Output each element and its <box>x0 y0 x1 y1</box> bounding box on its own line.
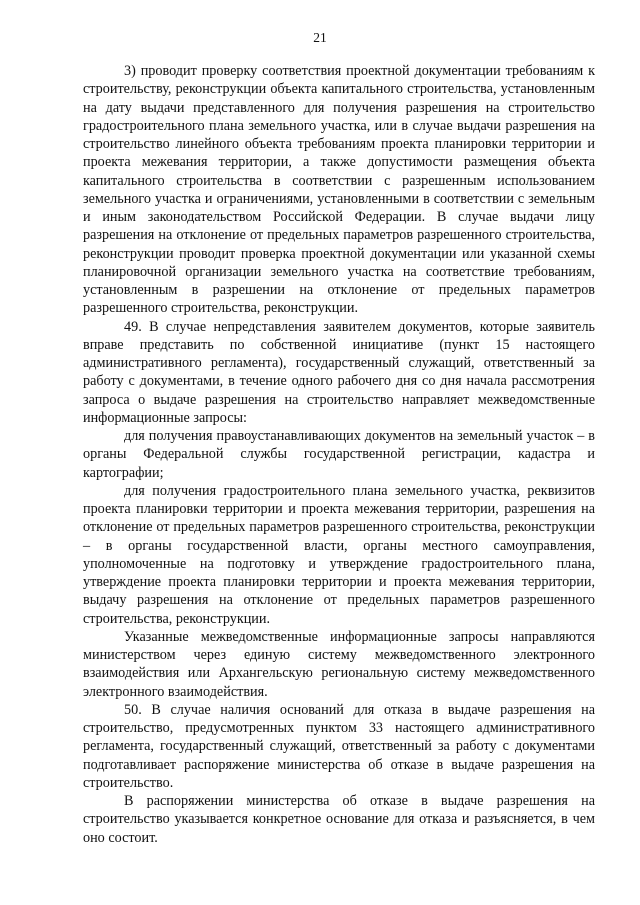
paragraph-land-title-request: для получения правоустанавливающих документов на земельный участок – в органы Федеральной службы государственной регистрации, кадастра и картографии; <box>83 428 595 481</box>
paragraph-49: 49. В случае непредставления заявителем документов, которые заявитель вправе представить по собственной инициативе (пункт 15 настоящего административного регламента), государственный служащий, ответственный за работу с документами, в течение одного рабочего дня со дня начала рассмотрения запроса о выдаче разрешения на строительство направляет межведомственные информационные запросы: <box>83 318 595 426</box>
paragraph-interagency-requests: Указанные межведомственные информационные запросы направляются министерством через единую систему межведомственного электронного взаимодействия или Архангельскую региональную систему межведомственного электронного взаимодействия. <box>83 628 595 700</box>
paragraph-item-3: 3) проводит проверку соответствия проектной документации требованиям к строительству, реконструкции объекта капитального строительства, установленным на дату выдачи представленного для получения разрешения на строительство градостроительного плана земельного участка, или в случае выдачи разрешения на строительство линейного объекта требованиям проекта планировки территории и проекта межевания территории, а также допустимости размещения объекта капитального строительства в соответствии с разрешенным использованием земельного участка и ограничениями, установленными в соответствии с земельным и иным законодательством Российской Федерации. В случае выдачи лицу разрешения на отклонение от предельных параметров разрешенного строительства, реконструкции проводит проверка проектной документации или указанной схемы планировочной организации земельного участка на соответствие требованиям, установленным в разрешении на отклонение от предельных параметров разрешенного строительства, реконструкции. <box>83 63 595 317</box>
paragraph-refusal-order: В распоряжении министерства об отказе в выдаче разрешения на строительство указывается конкретное основание для отказа и разъясняется, в чем оно состоит. <box>83 793 595 846</box>
page-number: 21 <box>313 30 327 45</box>
document-body <box>83 62 595 847</box>
paragraph-urban-plan-request: для получения градостроительного плана земельного участка, реквизитов проекта планировки территории и проекта межевания территории, разрешения на отклонение от предельных параметров разрешенного строительства, реконструкции – в органы государственной власти, органы местного самоуправления, уполномоченные на подготовку и утверждение градостроительного плана, утверждение проекта планировки территории и проекта межевания территории, выдачу разрешения на отклонение от предельных параметров разрешенного строительства, реконструкции. <box>83 482 595 627</box>
paragraph-50: 50. В случае наличия оснований для отказа в выдаче разрешения на строительство, предусмотренных пунктом 33 настоящего административного регламента, государственный служащий, ответственный за работу с документами подготавливает распоряжение министерства об отказе в выдаче разрешения на строительство. <box>83 701 595 791</box>
